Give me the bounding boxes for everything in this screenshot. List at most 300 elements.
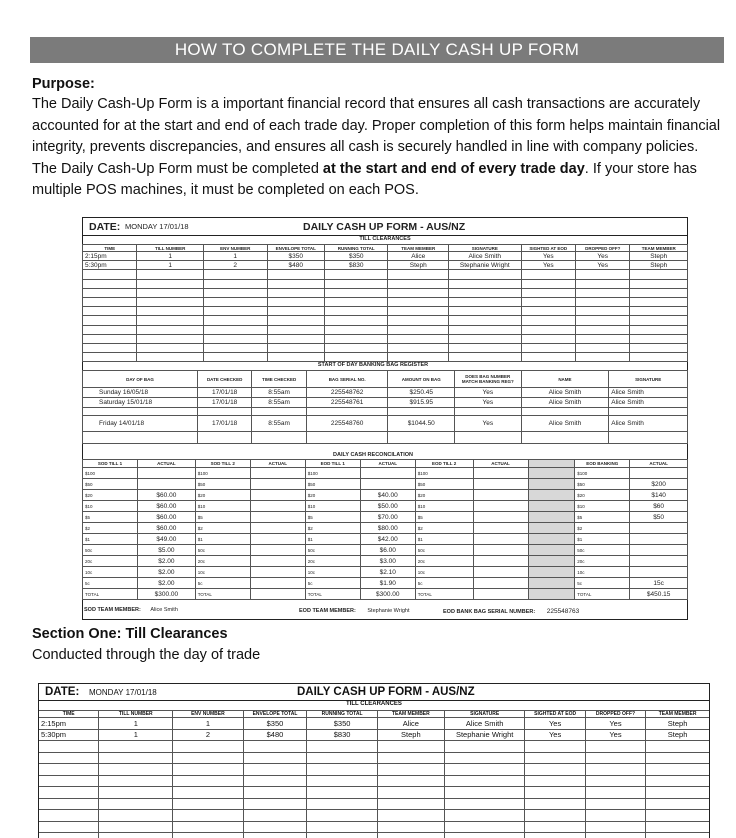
empty-cell	[377, 787, 444, 799]
denomination-cell: 5c	[305, 578, 360, 589]
empty-cell	[83, 279, 137, 288]
banking-cell: Friday 14/01/18	[83, 416, 198, 432]
empty-cell	[173, 775, 243, 787]
table-row	[83, 325, 688, 334]
shaded-cell	[528, 501, 575, 512]
banking-header-cell: DOES BAG NUMBER MATCH BANKING REG?	[455, 371, 522, 388]
empty-cell	[324, 279, 388, 288]
empty-cell	[576, 353, 630, 362]
sod-till-1-actual: $5.00	[138, 545, 196, 556]
eod-banking-actual	[630, 534, 688, 545]
till-header-cell: RUNNING TOTAL	[307, 711, 377, 718]
reconciliation-label: DAILY CASH RECONCILATION	[333, 452, 413, 458]
banking-cell: Alice Smith	[521, 416, 609, 432]
empty-cell	[473, 479, 528, 490]
empty-cell	[521, 297, 575, 306]
eod-till-1-actual	[360, 479, 415, 490]
banking-cell	[252, 408, 306, 416]
sod-team-member-label: SOD TEAM MEMBER:	[84, 607, 141, 613]
empty-cell	[307, 787, 377, 799]
empty-cell	[473, 589, 528, 600]
reconciliation-header-cell: ACTUAL	[360, 460, 415, 468]
empty-cell	[388, 343, 449, 352]
denomination-cell: $5	[195, 512, 250, 523]
empty-cell	[243, 810, 307, 822]
empty-cell	[525, 787, 585, 799]
empty-cell	[448, 270, 521, 279]
reconciliation-header-cell: ACTUAL	[473, 460, 528, 468]
till-cell: $830	[307, 729, 377, 741]
banking-cell: Saturday 15/01/18	[83, 398, 198, 408]
eod-banking-actual	[630, 468, 688, 479]
banking-header-cell: AMOUNT ON BAG	[388, 371, 455, 388]
sod-till-1-actual	[138, 479, 196, 490]
denomination-cell: 50c	[415, 545, 473, 556]
till-cell: Yes	[521, 261, 575, 270]
form2-date-value: MONDAY 17/01/18	[89, 688, 157, 697]
table-row	[83, 490, 688, 501]
empty-cell	[250, 468, 305, 479]
empty-cell	[646, 764, 710, 776]
empty-cell	[39, 741, 99, 753]
empty-cell	[630, 353, 688, 362]
empty-cell	[324, 343, 388, 352]
empty-cell	[307, 810, 377, 822]
empty-cell	[585, 821, 645, 833]
empty-cell	[137, 334, 204, 343]
table-row	[39, 810, 710, 822]
empty-cell	[39, 821, 99, 833]
denomination-cell: 10c	[415, 567, 473, 578]
eod-team-member	[299, 608, 409, 614]
till-header-cell: TIME	[39, 711, 99, 718]
till-cell: Yes	[585, 718, 645, 730]
table-row	[83, 545, 688, 556]
till-header-row	[83, 245, 688, 252]
empty-cell	[267, 270, 324, 279]
empty-cell	[585, 833, 645, 838]
denomination-cell: $50	[195, 479, 250, 490]
empty-cell	[448, 279, 521, 288]
till-cell: Steph	[630, 261, 688, 270]
empty-cell	[525, 821, 585, 833]
empty-cell	[448, 316, 521, 325]
shaded-cell	[528, 589, 575, 600]
empty-cell	[324, 334, 388, 343]
empty-cell	[250, 479, 305, 490]
till-cell: 5:30pm	[83, 261, 137, 270]
till-header-cell: TEAM MEMBER	[646, 711, 710, 718]
empty-cell	[585, 752, 645, 764]
form2-date-label: DATE:	[45, 686, 80, 698]
page-banner: HOW TO COMPLETE THE DAILY CASH UP FORM	[30, 37, 724, 63]
empty-cell	[525, 833, 585, 838]
sod-till-1-actual: $300.00	[138, 589, 196, 600]
empty-cell	[388, 297, 449, 306]
empty-cell	[307, 775, 377, 787]
denomination-cell: $2	[415, 523, 473, 534]
empty-cell	[203, 297, 267, 306]
denomination-cell: 50c	[83, 545, 138, 556]
empty-cell	[388, 325, 449, 334]
banking-cell: 8:55am	[252, 416, 306, 432]
empty-cell	[444, 833, 525, 838]
eod-team-member-value: Stephanie Wright	[367, 608, 410, 614]
till-cell: Yes	[576, 261, 630, 270]
shaded-cell	[528, 578, 575, 589]
till-header-cell: TILL NUMBER	[137, 245, 204, 252]
empty-cell	[324, 270, 388, 279]
empty-cell	[99, 752, 173, 764]
empty-cell	[630, 279, 688, 288]
empty-cell	[646, 821, 710, 833]
purpose-text-c: . If your store has multiple POS machines, it must be completed on each POS.	[32, 160, 697, 198]
empty-cell	[576, 307, 630, 316]
empty-cell	[377, 833, 444, 838]
empty-cell	[243, 833, 307, 838]
till-cell: $350	[324, 252, 388, 261]
eod-banking-actual	[630, 523, 688, 534]
table-row	[83, 297, 688, 306]
banking-header-cell: NAME	[521, 371, 609, 388]
denomination-cell: $20	[415, 490, 473, 501]
banking-cell: $250.45	[388, 388, 455, 398]
till-cell: Yes	[525, 718, 585, 730]
table-row	[39, 752, 710, 764]
denomination-cell: $1	[575, 534, 630, 545]
empty-cell	[250, 501, 305, 512]
shaded-cell	[528, 512, 575, 523]
empty-cell	[203, 279, 267, 288]
empty-cell	[243, 798, 307, 810]
till-cell: Steph	[646, 729, 710, 741]
empty-cell	[137, 353, 204, 362]
till-header-cell: SIGHTED AT EOD	[521, 245, 575, 252]
till-cell: $350	[243, 718, 307, 730]
shaded-cell	[528, 490, 575, 501]
empty-cell	[521, 279, 575, 288]
denomination-cell: 50c	[195, 545, 250, 556]
empty-cell	[306, 432, 388, 444]
empty-cell	[521, 270, 575, 279]
empty-cell	[173, 764, 243, 776]
till-clearances-form-detail	[38, 683, 710, 838]
till-cell: 1	[99, 729, 173, 741]
table-row	[83, 307, 688, 316]
empty-cell	[585, 741, 645, 753]
empty-cell	[250, 589, 305, 600]
table-row	[83, 288, 688, 297]
till-clearances-table	[82, 244, 688, 362]
table-row	[39, 775, 710, 787]
date-value: MONDAY 17/01/18	[125, 222, 189, 231]
empty-cell	[448, 343, 521, 352]
empty-cell	[388, 432, 455, 444]
empty-cell	[444, 741, 525, 753]
denomination-cell: $10	[195, 501, 250, 512]
empty-cell	[585, 764, 645, 776]
empty-cell	[473, 501, 528, 512]
denomination-cell: 5c	[575, 578, 630, 589]
table-row	[83, 316, 688, 325]
empty-cell	[521, 343, 575, 352]
empty-cell	[521, 334, 575, 343]
empty-cell	[630, 325, 688, 334]
till-header-cell: TEAM MEMBER	[377, 711, 444, 718]
eod-till-1-actual	[360, 468, 415, 479]
empty-cell	[630, 288, 688, 297]
denomination-cell: 20c	[195, 556, 250, 567]
empty-cell	[137, 343, 204, 352]
table-row	[83, 261, 688, 270]
denomination-cell: TOTAL	[195, 589, 250, 600]
table-row	[83, 479, 688, 490]
table-row	[83, 567, 688, 578]
empty-cell	[525, 741, 585, 753]
empty-cell	[137, 279, 204, 288]
till-header-cell: DROPPED OFF?	[576, 245, 630, 252]
eod-banking-actual: 15c	[630, 578, 688, 589]
empty-cell	[173, 810, 243, 822]
till-cell: Alice	[377, 718, 444, 730]
empty-cell	[525, 775, 585, 787]
empty-cell	[99, 798, 173, 810]
till-header-cell: ENVELOPE TOTAL	[243, 711, 307, 718]
table-row	[83, 512, 688, 523]
banking-cell: 8:55am	[252, 388, 306, 398]
empty-cell	[377, 821, 444, 833]
empty-cell	[307, 741, 377, 753]
denomination-cell: $100	[305, 468, 360, 479]
empty-cell	[99, 775, 173, 787]
empty-cell	[585, 787, 645, 799]
empty-cell	[203, 307, 267, 316]
purpose-text	[32, 94, 722, 202]
purpose-text-a: The Daily Cash-Up Form is a important financial record that ensures all cash transactions are accurately accounted for at the start and end of each trade day. Proper completion of this form helps maintain financial integrity, prevents discrepancies, and ensures all cash is securely handled in line with company policies. The Daily Cash-Up Form must be completed	[32, 96, 721, 177]
banking-cell	[455, 408, 522, 416]
empty-cell	[324, 325, 388, 334]
denomination-cell: $5	[83, 512, 138, 523]
table-row	[83, 388, 688, 398]
empty-cell	[630, 334, 688, 343]
reconciliation-header-cell	[528, 460, 575, 468]
denomination-cell: $2	[575, 523, 630, 534]
empty-cell	[243, 741, 307, 753]
till-cell: 2:15pm	[39, 718, 99, 730]
till-cell: $480	[243, 729, 307, 741]
banking-header-row	[83, 371, 688, 388]
empty-cell	[448, 353, 521, 362]
till-cell: 1	[173, 718, 243, 730]
empty-cell	[250, 567, 305, 578]
empty-cell	[197, 432, 251, 444]
till-cell: 1	[99, 718, 173, 730]
eod-banking-actual: $60	[630, 501, 688, 512]
empty-cell	[250, 490, 305, 501]
table-row	[39, 821, 710, 833]
reconciliation-header-row	[83, 460, 688, 468]
empty-cell	[203, 343, 267, 352]
banking-cell	[306, 408, 388, 416]
eod-banking-actual: $140	[630, 490, 688, 501]
banking-header-cell: SIGNATURE	[609, 371, 688, 388]
empty-cell	[444, 810, 525, 822]
till-header-cell: ENVELOPE TOTAL	[267, 245, 324, 252]
reconciliation-header-cell: SOD TILL 1	[83, 460, 138, 468]
empty-cell	[83, 288, 137, 297]
reconciliation-table	[82, 459, 688, 600]
form2-title: DAILY CASH UP FORM - AUS/NZ	[297, 686, 475, 698]
banking-cell	[388, 408, 455, 416]
empty-cell	[173, 833, 243, 838]
empty-cell	[388, 334, 449, 343]
table-row	[83, 334, 688, 343]
banking-header-cell: DATE CHECKED	[197, 371, 251, 388]
empty-cell	[203, 288, 267, 297]
till-cell: Yes	[585, 729, 645, 741]
till-cell: Yes	[521, 252, 575, 261]
table-row	[83, 416, 688, 432]
empty-cell	[525, 752, 585, 764]
till-cell: Alice Smith	[444, 718, 525, 730]
denomination-cell: $20	[575, 490, 630, 501]
empty-cell	[377, 810, 444, 822]
banking-cell: 225548760	[306, 416, 388, 432]
till-cell: $350	[307, 718, 377, 730]
empty-cell	[576, 288, 630, 297]
table-row	[39, 741, 710, 753]
empty-cell	[267, 334, 324, 343]
empty-cell	[473, 523, 528, 534]
empty-cell	[473, 490, 528, 501]
empty-cell	[324, 353, 388, 362]
sod-team-member	[84, 607, 178, 613]
table-row	[83, 252, 688, 261]
reconciliation-header-cell: EOD TILL 1	[305, 460, 360, 468]
empty-cell	[39, 752, 99, 764]
denomination-cell: $100	[575, 468, 630, 479]
empty-cell	[137, 288, 204, 297]
till-header-cell: DROPPED OFF?	[585, 711, 645, 718]
empty-cell	[99, 821, 173, 833]
empty-cell	[324, 316, 388, 325]
form2-till-clearances-table	[38, 710, 710, 838]
denomination-cell: $100	[195, 468, 250, 479]
eod-till-1-actual: $80.00	[360, 523, 415, 534]
reconciliation-header-cell: EOD BANKING	[575, 460, 630, 468]
empty-cell	[267, 316, 324, 325]
empty-cell	[250, 534, 305, 545]
empty-cell	[307, 833, 377, 838]
empty-cell	[377, 798, 444, 810]
till-cell: $350	[267, 252, 324, 261]
eod-bank-bag-label: EOD BANK BAG SERIAL NUMBER:	[443, 609, 536, 615]
banking-cell	[609, 408, 688, 416]
eod-banking-actual: $50	[630, 512, 688, 523]
till-cell: 2:15pm	[83, 252, 137, 261]
empty-cell	[99, 787, 173, 799]
empty-cell	[521, 432, 609, 444]
empty-cell	[388, 288, 449, 297]
denomination-cell: $50	[575, 479, 630, 490]
empty-cell	[646, 741, 710, 753]
denomination-cell: 20c	[305, 556, 360, 567]
sod-till-1-actual: $60.00	[138, 523, 196, 534]
denomination-cell: 10c	[305, 567, 360, 578]
table-row	[39, 787, 710, 799]
till-cell: Alice	[388, 252, 449, 261]
table-row	[83, 279, 688, 288]
banking-cell: Yes	[455, 416, 522, 432]
empty-cell	[137, 307, 204, 316]
empty-cell	[83, 325, 137, 334]
table-row	[83, 468, 688, 479]
banking-header-cell: DAY OF BAG	[83, 371, 198, 388]
banking-cell: Sunday 16/05/18	[83, 388, 198, 398]
till-cell: Steph	[646, 718, 710, 730]
banking-cell	[521, 408, 609, 416]
denomination-cell: 20c	[415, 556, 473, 567]
eod-till-1-actual: $300.00	[360, 589, 415, 600]
empty-cell	[576, 297, 630, 306]
table-row	[83, 523, 688, 534]
empty-cell	[39, 787, 99, 799]
eod-team-member-label: EOD TEAM MEMBER:	[299, 608, 356, 614]
sod-till-1-actual: $60.00	[138, 501, 196, 512]
denomination-cell: $5	[415, 512, 473, 523]
empty-cell	[83, 353, 137, 362]
table-row	[83, 578, 688, 589]
empty-cell	[521, 353, 575, 362]
till-cell: Steph	[630, 252, 688, 261]
denomination-cell: $10	[83, 501, 138, 512]
empty-cell	[448, 288, 521, 297]
empty-cell	[444, 775, 525, 787]
eod-banking-actual	[630, 556, 688, 567]
shaded-cell	[528, 479, 575, 490]
till-cell: Alice Smith	[448, 252, 521, 261]
empty-cell	[203, 353, 267, 362]
empty-cell	[203, 325, 267, 334]
banking-cell: Alice Smith	[609, 388, 688, 398]
denomination-cell: $1	[415, 534, 473, 545]
table-row	[83, 501, 688, 512]
empty-cell	[99, 741, 173, 753]
empty-cell	[473, 534, 528, 545]
empty-cell	[473, 556, 528, 567]
eod-till-1-actual: $42.00	[360, 534, 415, 545]
denomination-cell: $2	[83, 523, 138, 534]
empty-cell	[203, 270, 267, 279]
empty-cell	[203, 334, 267, 343]
table-row	[83, 408, 688, 416]
empty-cell	[243, 787, 307, 799]
till-header-cell: RUNNING TOTAL	[324, 245, 388, 252]
empty-cell	[585, 798, 645, 810]
banking-cell: 17/01/18	[197, 398, 251, 408]
empty-cell	[646, 798, 710, 810]
table-row	[83, 343, 688, 352]
denomination-cell: $2	[195, 523, 250, 534]
banking-cell: 225548761	[306, 398, 388, 408]
empty-cell	[173, 752, 243, 764]
empty-cell	[324, 297, 388, 306]
till-cell: Yes	[525, 729, 585, 741]
empty-cell	[473, 545, 528, 556]
section-one-heading: Section One: Till Clearances	[32, 626, 228, 642]
empty-cell	[646, 775, 710, 787]
table-row	[39, 729, 710, 741]
